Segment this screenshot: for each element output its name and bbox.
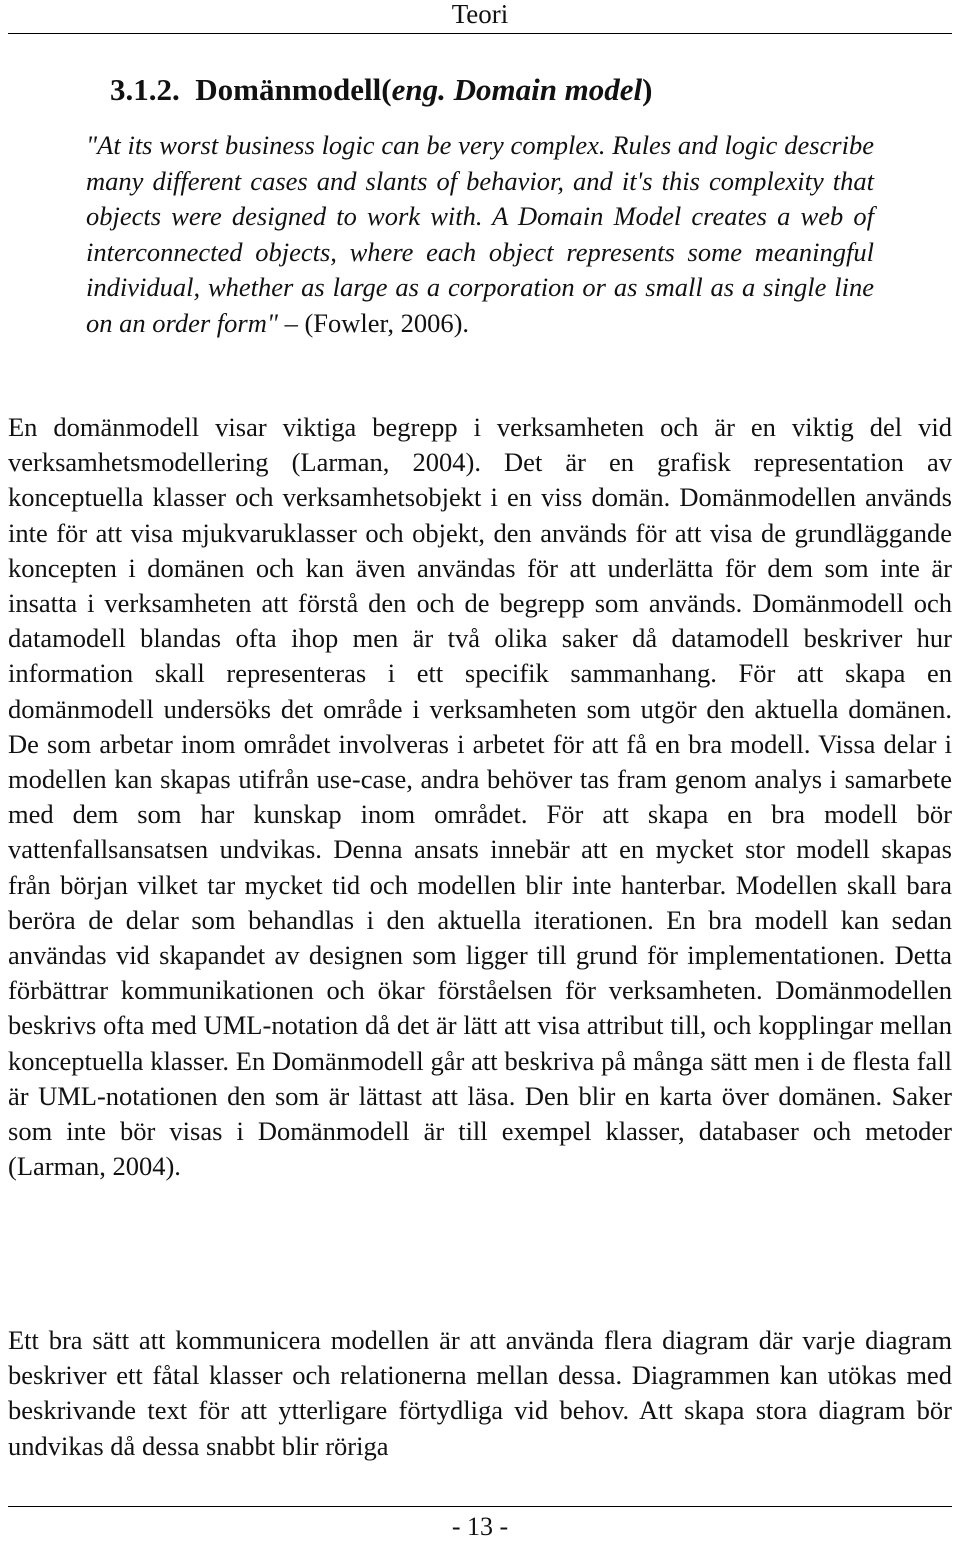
section-heading <box>110 70 653 110</box>
section-title-close: ) <box>642 72 653 107</box>
section-title: Domänmodell( <box>195 72 392 107</box>
section-number: 3.1.2. <box>110 72 180 107</box>
running-header: Teori <box>451 0 509 29</box>
page-number: - 13 - <box>451 1512 509 1541</box>
quote-citation: – (Fowler, 2006). <box>277 307 470 338</box>
body-paragraph: En domänmodell visar viktiga begrepp i verksamheten och är en viktig del vid verksamhetsmodellering (Larman, 2004). Det är en grafisk representation av konceptuella klasser och verksamhetsobjekt i en viss domän. Domänmodellen används inte för att visa mjukvaruklasser och objekt, den används för att visa de grundläggande koncepten i domänen och kan även användas för att underlätta för dem som inte är insatta i verksamheten att förstå den och de begrepp som används. Domänmodell och datamodell blandas ofta ihop men är två olika saker då datamodell beskriver hur information skall representeras i ett specifik sammanhang. För att skapa en domänmodell undersöks det område i verksamheten som utgör den aktuella domänen. De som arbetar inom området involveras i arbetet för att få en bra modell. Vissa delar i modellen kan skapas utifrån use-case, andra behöver tas fram genom analys i samarbete med dem som har kunskap inom området. För att skapa en bra modell bör vattenfallsansatsen undvikas. Denna ansats innebär att en mycket stor modell skapas från början vilket tar mycket tid och modellen blir inte hanterbar. Modellen skall bara beröra de delar som behandlas i den aktuella iterationen. En bra modell kan sedan användas vid skapandet av designen som ligger till grund för implementationen. Detta förbättrar kommunikationen och ökar förståelsen för verksamheten. Domänmodellen beskrivs ofta med UML-notation då det är lätt att visa attribut till, och kopplingar mellan konceptuella klasser. En Domänmodell går att beskriva på många sätt men i de flesta fall är UML-notationen den som är lättast att läsa. Den blir en karta över domänen. Saker som inte bör visas i Domänmodell är till exempel klasser, databaser och metoder (Larman, 2004). <box>8 412 952 1182</box>
section-title-english: eng. Domain model <box>391 72 643 107</box>
header-rule <box>8 33 952 34</box>
quote-text: "At its worst business logic can be very complex. Rules and logic describe many different cases and slants of behavior, and it's this complexity that objects were designed to work with. A Domain Model creates a web of interconnected objects, where each object represents some meaningful individual, whether as large as a corporation or as small as a single line on an order form" <box>86 130 874 338</box>
block-quote <box>86 128 874 341</box>
body-paragraph: Ett bra sätt att kommunicera modellen är att använda flera diagram där varje diagram beskriver ett fåtal klasser och relationerna mellan dessa. Diagrammen kan utökas med beskrivande text för att ytterligare förtydliga vid behov. Att skapa stora diagram bör undvikas då dessa snabbt blir röriga <box>8 1325 952 1461</box>
footer-rule <box>8 1506 952 1507</box>
